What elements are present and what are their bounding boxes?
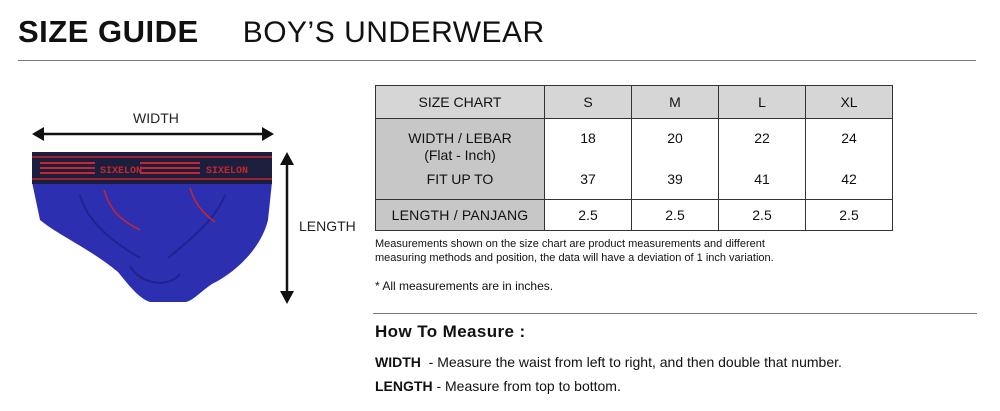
- page-header: [18, 14, 545, 58]
- size-header-m: M: [632, 86, 719, 119]
- note-line-1: Measurements shown on the size chart are product measurements and different: [375, 238, 765, 250]
- waistband-brand-right: SIXELON: [206, 166, 249, 177]
- page-subtitle: BOY’S UNDERWEAR: [242, 16, 545, 49]
- fit-value-s: 37: [580, 171, 596, 187]
- table-row-length: [376, 200, 893, 231]
- fit-value-m: 39: [667, 171, 683, 187]
- note-line-2: measuring methods and position, the data will have a deviation of 1 inch variation.: [375, 252, 774, 264]
- table-cell-l: [719, 119, 806, 200]
- fit-value-xl: 42: [841, 171, 857, 187]
- width-instruction-key: WIDTH: [375, 354, 421, 370]
- fit-value-l: 41: [754, 171, 770, 187]
- width-label: WIDTH: [133, 110, 179, 126]
- inches-note: * All measurements are in inches.: [375, 279, 554, 293]
- size-header-l: L: [719, 86, 806, 119]
- length-label: LENGTH: [299, 218, 356, 234]
- size-header-xl: XL: [806, 86, 893, 119]
- width-row-unit: (Flat - Inch): [424, 147, 496, 163]
- width-value-s: 18: [580, 130, 596, 146]
- measurement-diagram: [0, 70, 370, 320]
- fit-row-label: FIT UP TO: [426, 171, 494, 187]
- length-row-label: LENGTH / PANJANG: [376, 200, 545, 231]
- waistband-brand-left: SIXELON: [100, 166, 143, 177]
- table-row-width-fit: [376, 119, 893, 200]
- section-divider: [373, 313, 977, 314]
- size-chart-header: SIZE CHART: [376, 86, 545, 119]
- page-title: SIZE GUIDE: [18, 14, 199, 49]
- length-value-xl: 2.5: [806, 200, 893, 231]
- width-fit-label-cell: [376, 119, 545, 200]
- length-instruction: [375, 378, 621, 394]
- length-instruction-key: LENGTH: [375, 378, 433, 394]
- width-row-label: WIDTH / LEBAR: [408, 130, 512, 146]
- how-to-measure-title: How To Measure :: [375, 322, 526, 341]
- width-instruction-text: - Measure the waist from left to right, and then double that number.: [420, 354, 842, 370]
- width-instruction: [375, 354, 842, 370]
- measurement-note: [375, 237, 815, 265]
- length-value-s: 2.5: [545, 200, 632, 231]
- length-instruction-text: - Measure from top to bottom.: [432, 378, 621, 394]
- width-value-xl: 24: [841, 130, 857, 146]
- width-arrow-icon: [32, 127, 274, 141]
- width-value-m: 20: [667, 130, 683, 146]
- length-value-m: 2.5: [632, 200, 719, 231]
- table-cell-xl: [806, 119, 893, 200]
- table-cell-s: [545, 119, 632, 200]
- width-value-l: 22: [754, 130, 770, 146]
- size-chart-table: [375, 85, 893, 231]
- length-arrow-icon: [280, 152, 294, 304]
- length-value-l: 2.5: [719, 200, 806, 231]
- underwear-illustration: [32, 152, 272, 302]
- diagram-drawing: [0, 70, 370, 320]
- table-header-row: [376, 86, 893, 119]
- size-header-s: S: [545, 86, 632, 119]
- header-divider: [18, 60, 976, 61]
- table-cell-m: [632, 119, 719, 200]
